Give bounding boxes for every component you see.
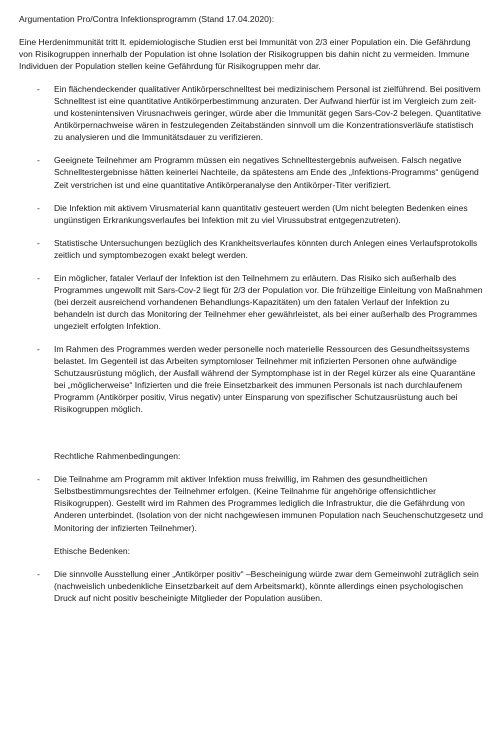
list-item-text: Die Teilnahme am Programm mit aktiver Infektion muss freiwillig, im Rahmen des gesundheitlichen Selbstbestimmungsrechtes der Teilnehmer erfolgen. (Keine Teilnahme für angehörige offensichtlicher Risikogruppen). Gestellt wird im Rahmen des Programmes lediglich die Infrastruktur, die die Gefährdung von Anderen unterbindet. (Isolation von der nicht nachgewiesen immunen Population nach Seuchenschutzgesetz und Monitoring der infizierten Teilnehmer).	[54, 474, 484, 533]
bullet-dash: -	[37, 343, 40, 354]
list-item-text: Die Infektion mit aktivem Virusmaterial kann quantitativ gesteuert werden (Um nicht belegten Bedenken eines ungünstigen Erkrankungsverlaufes bei Infektion mit zu viel Virussubstrat entgegenzutreten).	[54, 202, 468, 225]
bullet-dash: -	[37, 568, 40, 579]
bullet-dash: -	[37, 155, 40, 166]
list-item-text: Ein möglicher, fataler Verlauf der Infektion ist den Teilnehmern zu erläutern. Das Risiko sich außerhalb des Programmes ungewollt mit Sars-Cov-2 liegt für 2/3 der Population vor. Die frühzeitige Einleitung von Maßnahmen (bei derzeit ausreichend vorhandenen Behandlungs-Kapazitäten) um den fatalen Verlauf der Infektion zu behandeln ist durch das Monitoring der Teilnehmer eher gewährleistet, als bei einer außerhalb des Programmes ungezielt erfolgten Infektion.	[54, 272, 483, 331]
legal-heading: Rechtliche Rahmenbedingungen:	[54, 451, 181, 462]
list-item-text: Ein flächendeckender qualitativer Antikörperschnelltest bei medizinischem Personal ist zielführend. Bei positivem Schnelltest ist eine quantitative Antikörperbestimmung anzuraten. Der Aufwand hierfür ist im Vergleich zum zeit- und kostenintensiven Virusnachweis geringer, würde aber die Immunität gegen Sars-Cov-2 belegen. Quantitative Antikörpernachweise wären in festzulegenden Zeitabständen sinnvoll um die Konzentrationsverläufe statistisch zu analysieren und die Immunitätsdauer zu verifizieren.	[54, 84, 481, 143]
document-title: Argumentation Pro/Contra Infektionsprogramm (Stand 17.04.2020):	[19, 14, 275, 24]
list-item	[19, 272, 484, 332]
list-item-text: Die sinnvolle Ausstellung einer „Antikörper positiv“ –Bescheinigung würde zwar dem Gemeinwohl zuträglich sein (nachweislich unbedenkliche Einsetzbarkeit auf dem Arbeitsmarkt), könnte allerdings einen psychologischen Druck auf nicht positiv bescheinigte Mitglieder der Population ausüben.	[54, 568, 479, 603]
list-item	[19, 154, 484, 190]
legal-list	[19, 473, 484, 533]
list-item-text: Im Rahmen des Programmes werden weder personelle noch materielle Ressourcen des Gesundheitssystems belastet. Im Gegenteil ist das Arbeiten symptomloser Teilnehmer mit infizierten Personen ohne aufwändige Schutzausrüstung möglich, der Ausfall während der Symptomphase ist in der Regel kürzer als eine Quarantäne bei „möglicherweise“ Infizierten und die freie Einsetzbarkeit des immunen Personals ist nach durchlaufenem Programm (Antikörper positiv, Virus negativ) unter Einsparung von spezifischer Schutzausrüstung auch bei Risikogruppen möglich.	[54, 343, 476, 415]
list-item-text: Statistische Untersuchungen bezüglich des Krankheitsverlaufes könnten durch Anlegen eines Verlaufsprotokolls zeitlich und symptombezogen exakt belegt werden.	[54, 237, 478, 260]
ethics-heading: Ethische Bedenken:	[54, 545, 131, 556]
bullet-dash: -	[37, 474, 40, 485]
bullet-dash: -	[37, 84, 40, 95]
list-item	[19, 83, 484, 143]
list-item	[19, 568, 484, 604]
list-item	[19, 202, 484, 226]
ethics-list	[19, 568, 484, 604]
list-item	[19, 237, 484, 261]
bullet-dash: -	[37, 237, 40, 248]
list-item	[19, 473, 484, 533]
bullet-dash: -	[37, 202, 40, 213]
bullet-dash: -	[37, 272, 40, 283]
list-item	[19, 343, 484, 415]
argument-list	[19, 83, 484, 415]
list-item-text: Geeignete Teilnehmer am Programm müssen ein negatives Schnelltestergebnis aufweisen. Falsch negative Schnelltestergebnisse hätten keinerlei Nachteile, da spätestens am Ende des „Infektions-Programms“ genügend Zeit verstrichen ist und eine quantitative Antikörperanalyse den Antikörper-Titer verifiziert.	[54, 155, 479, 190]
intro-paragraph: Eine Herdenimmunität tritt lt. epidemiologische Studien erst bei Immunität von 2/3 einer Population ein. Die Gefährdung von Risikogruppen innerhalb der Population ist ohne Isolation der Risikogruppen bis dahin nicht zu vermeiden. Immune Individuen der Population stellen keine Gefährdung für Risikogruppen mehr dar.	[19, 37, 471, 72]
blank-lines	[19, 426, 484, 450]
